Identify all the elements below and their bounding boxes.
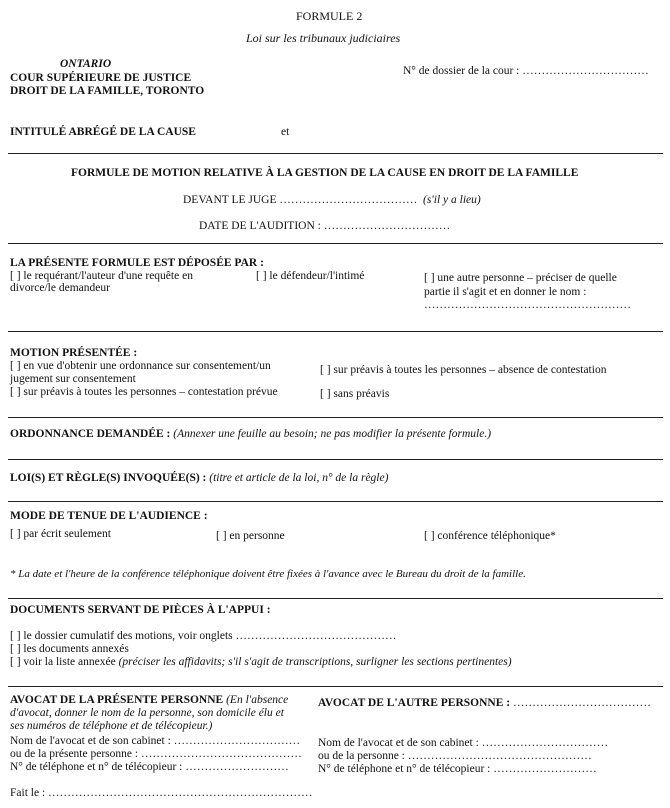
signed-date-field[interactable]: Fait le : …………………………………………………………… — [10, 787, 313, 799]
short-title-and: et — [281, 126, 290, 138]
divider — [8, 417, 663, 418]
hearing-mode-heading: MODE DE TENUE DE L'AUDIENCE : — [10, 510, 208, 522]
documents-attached-checkbox[interactable]: [ ] les documents annexés — [10, 643, 129, 655]
order-requested-heading: ORDONNANCE DEMANDÉE : — [10, 428, 171, 440]
hearing-footnote: * La date et l'heure de la conférence téléphonique doivent être fixées à l'avance avec le Bureau du droit de la famille. — [10, 568, 526, 580]
motion-notice-contested-checkbox[interactable]: [ ] sur préavis à toutes les personnes – contestation prévue — [10, 386, 278, 398]
lawyer-this-note-3: ses numéros de téléphone et de télécopieur.) — [10, 720, 213, 732]
province-label: ONTARIO — [60, 58, 112, 70]
short-title-label: INTITULÉ ABRÉGÉ DE LA CAUSE — [10, 126, 196, 138]
laws-note: (titre et article de la loi, n° de la règle) — [209, 472, 389, 484]
divider — [8, 598, 663, 599]
court-name: COUR SUPÉRIEURE DE JUSTICE — [10, 72, 192, 84]
lawyer-this-note-1: (En l'absence — [226, 694, 289, 706]
documents-heading: DOCUMENTS SERVANT DE PIÈCES À L'APPUI : — [10, 604, 271, 616]
form-heading: FORMULE DE MOTION RELATIVE À LA GESTION DE LA CAUSE EN DROIT DE LA FAMILLE — [71, 167, 579, 179]
documents-list-note: (préciser les affidavits; s'il s'agit de transcriptions, surligner les sections pertinentes) — [118, 656, 512, 668]
divider — [8, 501, 663, 502]
lawyer-other-person-field[interactable]: ou de la personne : ………………………………………… — [318, 750, 592, 762]
filed-by-respondent-checkbox[interactable]: [ ] le défendeur/l'intimé — [256, 270, 365, 282]
lawyer-other-field[interactable]: ……………………………… — [512, 697, 651, 709]
filed-by-other-name-field[interactable]: ……………………………………………… — [424, 299, 631, 311]
lawyer-this-heading: AVOCAT DE LA PRÉSENTE PERSONNE — [10, 694, 224, 706]
filed-by-applicant-checkbox[interactable]: [ ] le requérant/l'auteur d'une requête en — [10, 270, 193, 282]
documents-list-checkbox[interactable]: [ ] voir la liste annexée — [10, 656, 116, 668]
motion-without-notice-checkbox[interactable]: [ ] sans préavis — [320, 388, 390, 400]
motion-heading: MOTION PRÉSENTÉE : — [10, 347, 138, 359]
hearing-date-field[interactable]: DATE DE L'AUDITION : …………………………… — [199, 220, 451, 232]
lawyer-this-phone-field[interactable]: N° de téléphone et n° de télécopieur : ……………………… — [10, 761, 289, 773]
lawyer-other-heading: AVOCAT DE L'AUTRE PERSONNE : — [318, 697, 511, 709]
court-file-number-field[interactable]: N° de dossier de la cour : …………………………… — [403, 65, 649, 77]
divider — [8, 686, 663, 687]
hearing-in-person-checkbox[interactable]: [ ] en personne — [216, 530, 285, 542]
court-division: DROIT DE LA FAMILLE, TORONTO — [10, 85, 205, 97]
hearing-written-checkbox[interactable]: [ ] par écrit seulement — [10, 528, 111, 540]
divider — [8, 153, 663, 154]
laws-heading: LOI(S) ET RÈGLE(S) INVOQUÉE(S) : — [10, 472, 207, 484]
lawyer-this-person-field[interactable]: ou de la présente personne : …………………………………… — [10, 748, 302, 760]
motion-notice-uncontested-checkbox[interactable]: [ ] sur préavis à toutes les personnes – absence de contestation — [320, 364, 607, 376]
lawyer-this-name-field[interactable]: Nom de l'avocat et de son cabinet : …………………………… — [10, 735, 301, 747]
divider — [8, 243, 663, 244]
divider — [8, 331, 663, 332]
filed-by-other-label: partie il s'agit et en donner le nom : — [424, 286, 587, 298]
divider — [8, 459, 663, 460]
law-title: Loi sur les tribunaux judiciaires — [246, 31, 401, 45]
lawyer-other-heading-row — [318, 697, 651, 710]
judge-note: (s'il y a lieu) — [423, 194, 481, 206]
filed-by-other-checkbox[interactable]: [ ] une autre personne – préciser de quelle — [424, 272, 617, 284]
documents-list-row — [10, 656, 512, 669]
documents-motion-record-checkbox[interactable]: [ ] le dossier cumulatif des motions, voir onglets …………………………………… — [10, 630, 397, 642]
order-requested-row — [10, 428, 491, 441]
hearing-telephone-checkbox[interactable]: [ ] conférence téléphonique* — [424, 530, 556, 542]
filed-by-heading: LA PRÉSENTE FORMULE EST DÉPOSÉE PAR : — [10, 257, 264, 269]
laws-row — [10, 472, 388, 485]
order-requested-note: (Annexer une feuille au besoin; ne pas modifier la présente formule.) — [173, 428, 492, 440]
form-title: FORMULE 2 — [296, 9, 363, 23]
motion-consent-label: jugement sur consentement — [10, 373, 136, 385]
lawyer-this-heading-row — [10, 694, 288, 707]
lawyer-other-phone-field[interactable]: N° de téléphone et n° de télécopieur : ……………………… — [318, 763, 597, 775]
lawyer-this-note-2: d'avocat, donner le nom de la personne, son domicile élu et — [10, 707, 284, 719]
lawyer-other-name-field[interactable]: Nom de l'avocat et de son cabinet : …………………………… — [318, 737, 609, 749]
filed-by-applicant-label: divorce/le demandeur — [10, 282, 110, 294]
judge-field[interactable]: DEVANT LE JUGE ……………………………… — [183, 194, 418, 206]
motion-consent-checkbox[interactable]: [ ] en vue d'obtenir une ordonnance sur consentement/un — [10, 360, 271, 372]
